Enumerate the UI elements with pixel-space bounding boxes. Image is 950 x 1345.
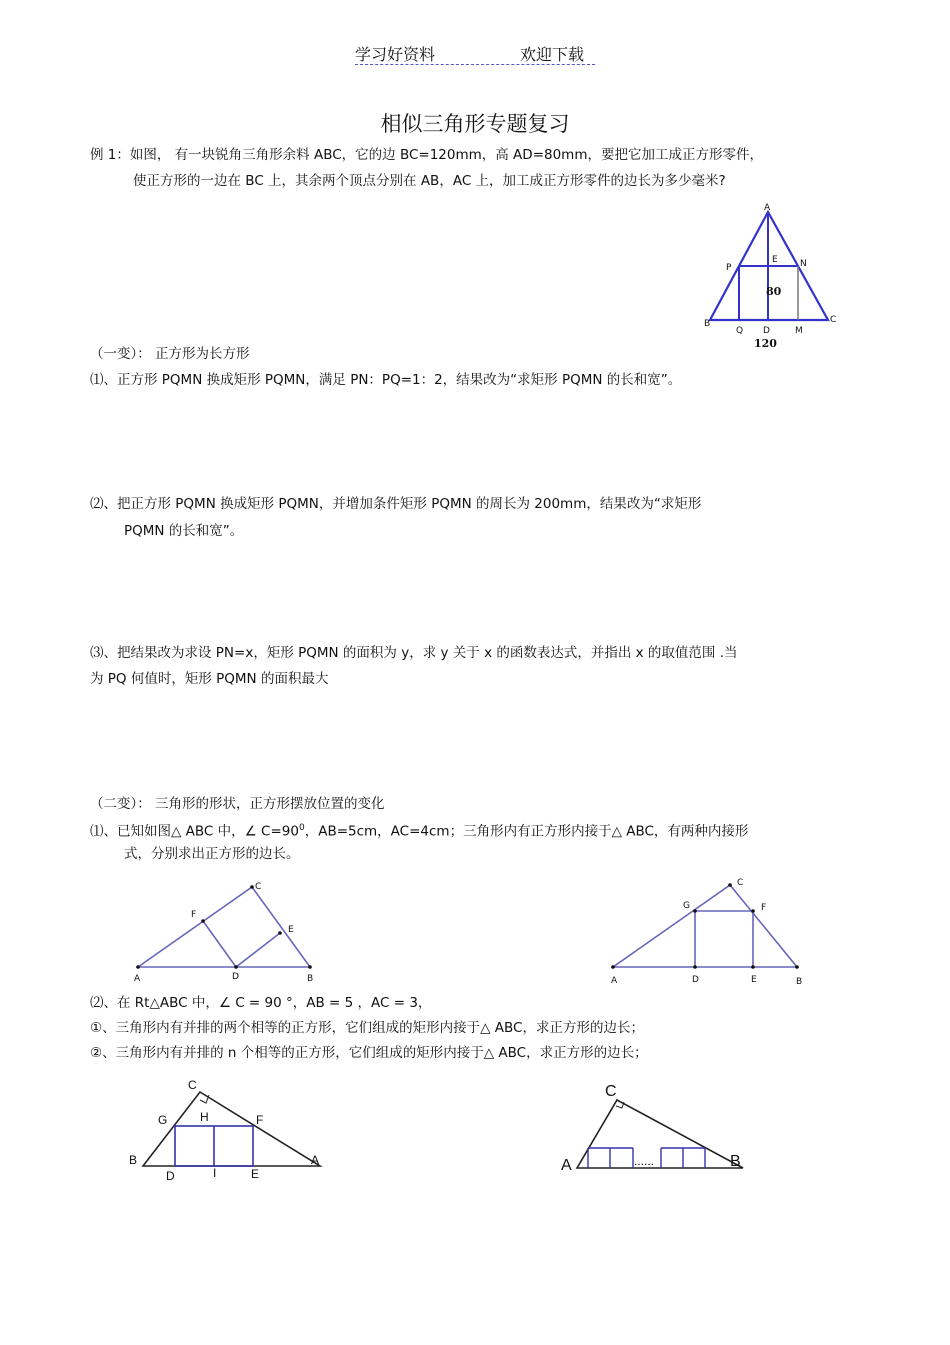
fig4-label-g: G xyxy=(158,1113,168,1127)
variant2-q1-text-a: ⑴、已知如图△ ABC 中，∠ C=90 xyxy=(90,823,299,840)
point-e xyxy=(751,965,755,969)
fig1-label-d: D xyxy=(763,326,770,336)
point-c xyxy=(728,883,732,887)
triangle-abc xyxy=(143,1092,320,1166)
point-b xyxy=(308,965,312,969)
variant1-q1: ⑴、正方形 PQMN 换成矩形 PQMN，满足 PN：PQ=1：2，结果改为“求矩形 PQMN 的长和宽”。 xyxy=(90,372,682,388)
figure-square-on-hypotenuse xyxy=(130,875,330,990)
point-b xyxy=(795,965,799,969)
fig4-label-i: I xyxy=(213,1166,217,1180)
variant2-heading: （二变）： 三角形的形状，正方形摆放位置的变化 xyxy=(90,796,385,812)
square-sides xyxy=(203,921,280,967)
fig4-label-d: D xyxy=(166,1169,175,1183)
figure-two-squares xyxy=(125,1078,335,1188)
fig4-label-f: F xyxy=(256,1113,264,1127)
variant2-q1-line2: 式，分别求出正方形的边长。 xyxy=(124,846,300,862)
square-sides xyxy=(695,911,753,967)
variant2-q1-line1 xyxy=(90,819,748,841)
triangle-abc xyxy=(138,887,310,967)
fig4-label-e: E xyxy=(251,1167,260,1181)
variant2-q2-item2: ②、三角形内有并排的 n 个相等的正方形，它们组成的矩形内接于△ ABC，求正方形的边长； xyxy=(90,1045,648,1061)
fig1-label-b: B xyxy=(704,319,711,329)
fig2-label-e: E xyxy=(288,925,294,935)
point-d xyxy=(234,965,238,969)
figure-square-on-base xyxy=(605,875,815,990)
variant1-heading: （一变）： 正方形为长方形 xyxy=(90,346,250,362)
fig2-label-f: F xyxy=(191,910,197,920)
fig3-label-a: A xyxy=(611,976,618,986)
point-g xyxy=(693,909,697,913)
fig3-label-b: B xyxy=(796,977,803,987)
triangle-abc xyxy=(577,1100,743,1168)
triangle-abc xyxy=(613,885,797,967)
fig2-label-b: B xyxy=(307,974,314,984)
header-left: 学习好资料 xyxy=(355,45,436,64)
figure-n-squares xyxy=(555,1078,765,1188)
fig3-label-d: D xyxy=(692,975,699,985)
header-underline xyxy=(355,64,595,65)
variant2-q2-line1: ⑵、在 Rt△ABC 中，∠ C = 90 °，AB = 5 ，AC = 3， xyxy=(90,995,432,1011)
fig1-label-c: C xyxy=(830,315,837,325)
fig1-label-q: Q xyxy=(736,326,744,336)
fig4-label-a: A xyxy=(311,1153,320,1167)
fig5-dots: ...... xyxy=(634,1154,655,1168)
fig1-label-a: A xyxy=(764,203,771,213)
variant1-q3-line2: 为 PQ 何值时，矩形 PQMN 的面积最大 xyxy=(90,671,329,687)
fig3-label-f: F xyxy=(761,903,767,913)
fig5-label-a: A xyxy=(561,1157,572,1174)
fig3-label-e: E xyxy=(751,975,757,985)
fig1-label-p: P xyxy=(726,263,732,273)
fig5-label-b: B xyxy=(730,1153,741,1170)
variant2-q1-degree: 0 xyxy=(298,823,305,833)
point-a xyxy=(611,965,615,969)
point-d xyxy=(693,965,697,969)
point-e xyxy=(278,931,282,935)
fig3-label-g: G xyxy=(683,901,690,911)
point-f xyxy=(201,919,205,923)
variant2-q2-item1: ①、三角形内有并排的两个相等的正方形，它们组成的矩形内接于△ ABC，求正方形的边长； xyxy=(90,1020,644,1036)
fig4-label-h: H xyxy=(200,1110,209,1124)
fig1-base-label: 120 xyxy=(754,337,777,350)
fig1-label-m: M xyxy=(795,326,803,336)
fig3-label-c: C xyxy=(737,878,744,888)
fig1-label-e: E xyxy=(772,255,778,265)
fig2-label-a: A xyxy=(134,974,141,984)
page-title: 相似三角形专题复习 xyxy=(380,112,570,136)
example1-line2: 使正方形的一边在 BC 上，其余两个顶点分别在 AB，AC 上，加工成正方形零件的边长为多少毫米? xyxy=(133,173,726,189)
figure-square-in-triangle xyxy=(700,200,840,355)
fig2-label-c: C xyxy=(255,882,262,892)
header-right: 欢迎下载 xyxy=(520,45,585,64)
variant1-q3-line1: ⑶、把结果改为求设 PN=x，矩形 PQMN 的面积为 y，求 y 关于 x 的函数表达式，并指出 x 的取值范围 .当 xyxy=(90,645,738,661)
fig1-height-label: 80 xyxy=(766,285,782,298)
variant1-q2-line1: ⑵、把正方形 PQMN 换成矩形 PQMN，并增加条件矩形 PQMN 的周长为 200mm，结果改为“求矩形 xyxy=(90,496,702,512)
point-f xyxy=(751,909,755,913)
point-a xyxy=(136,965,140,969)
fig5-label-c: C xyxy=(605,1083,617,1100)
fig1-label-n: N xyxy=(800,259,807,269)
variant2-q1-text-b: ，AB=5cm，AC=4cm；三角形内有正方形内接于△ ABC，有两种内接形 xyxy=(304,823,749,840)
fig4-label-c: C xyxy=(188,1078,197,1092)
fig4-label-b: B xyxy=(129,1153,138,1167)
point-c xyxy=(250,885,254,889)
variant1-q2-line2: PQMN 的长和宽”。 xyxy=(124,523,244,539)
fig2-label-d: D xyxy=(232,972,239,982)
example1-line1: 例 1：如图， 有一块锐角三角形余料 ABC，它的边 BC=120mm，高 AD=80mm，要把它加工成正方形零件， xyxy=(90,147,763,163)
